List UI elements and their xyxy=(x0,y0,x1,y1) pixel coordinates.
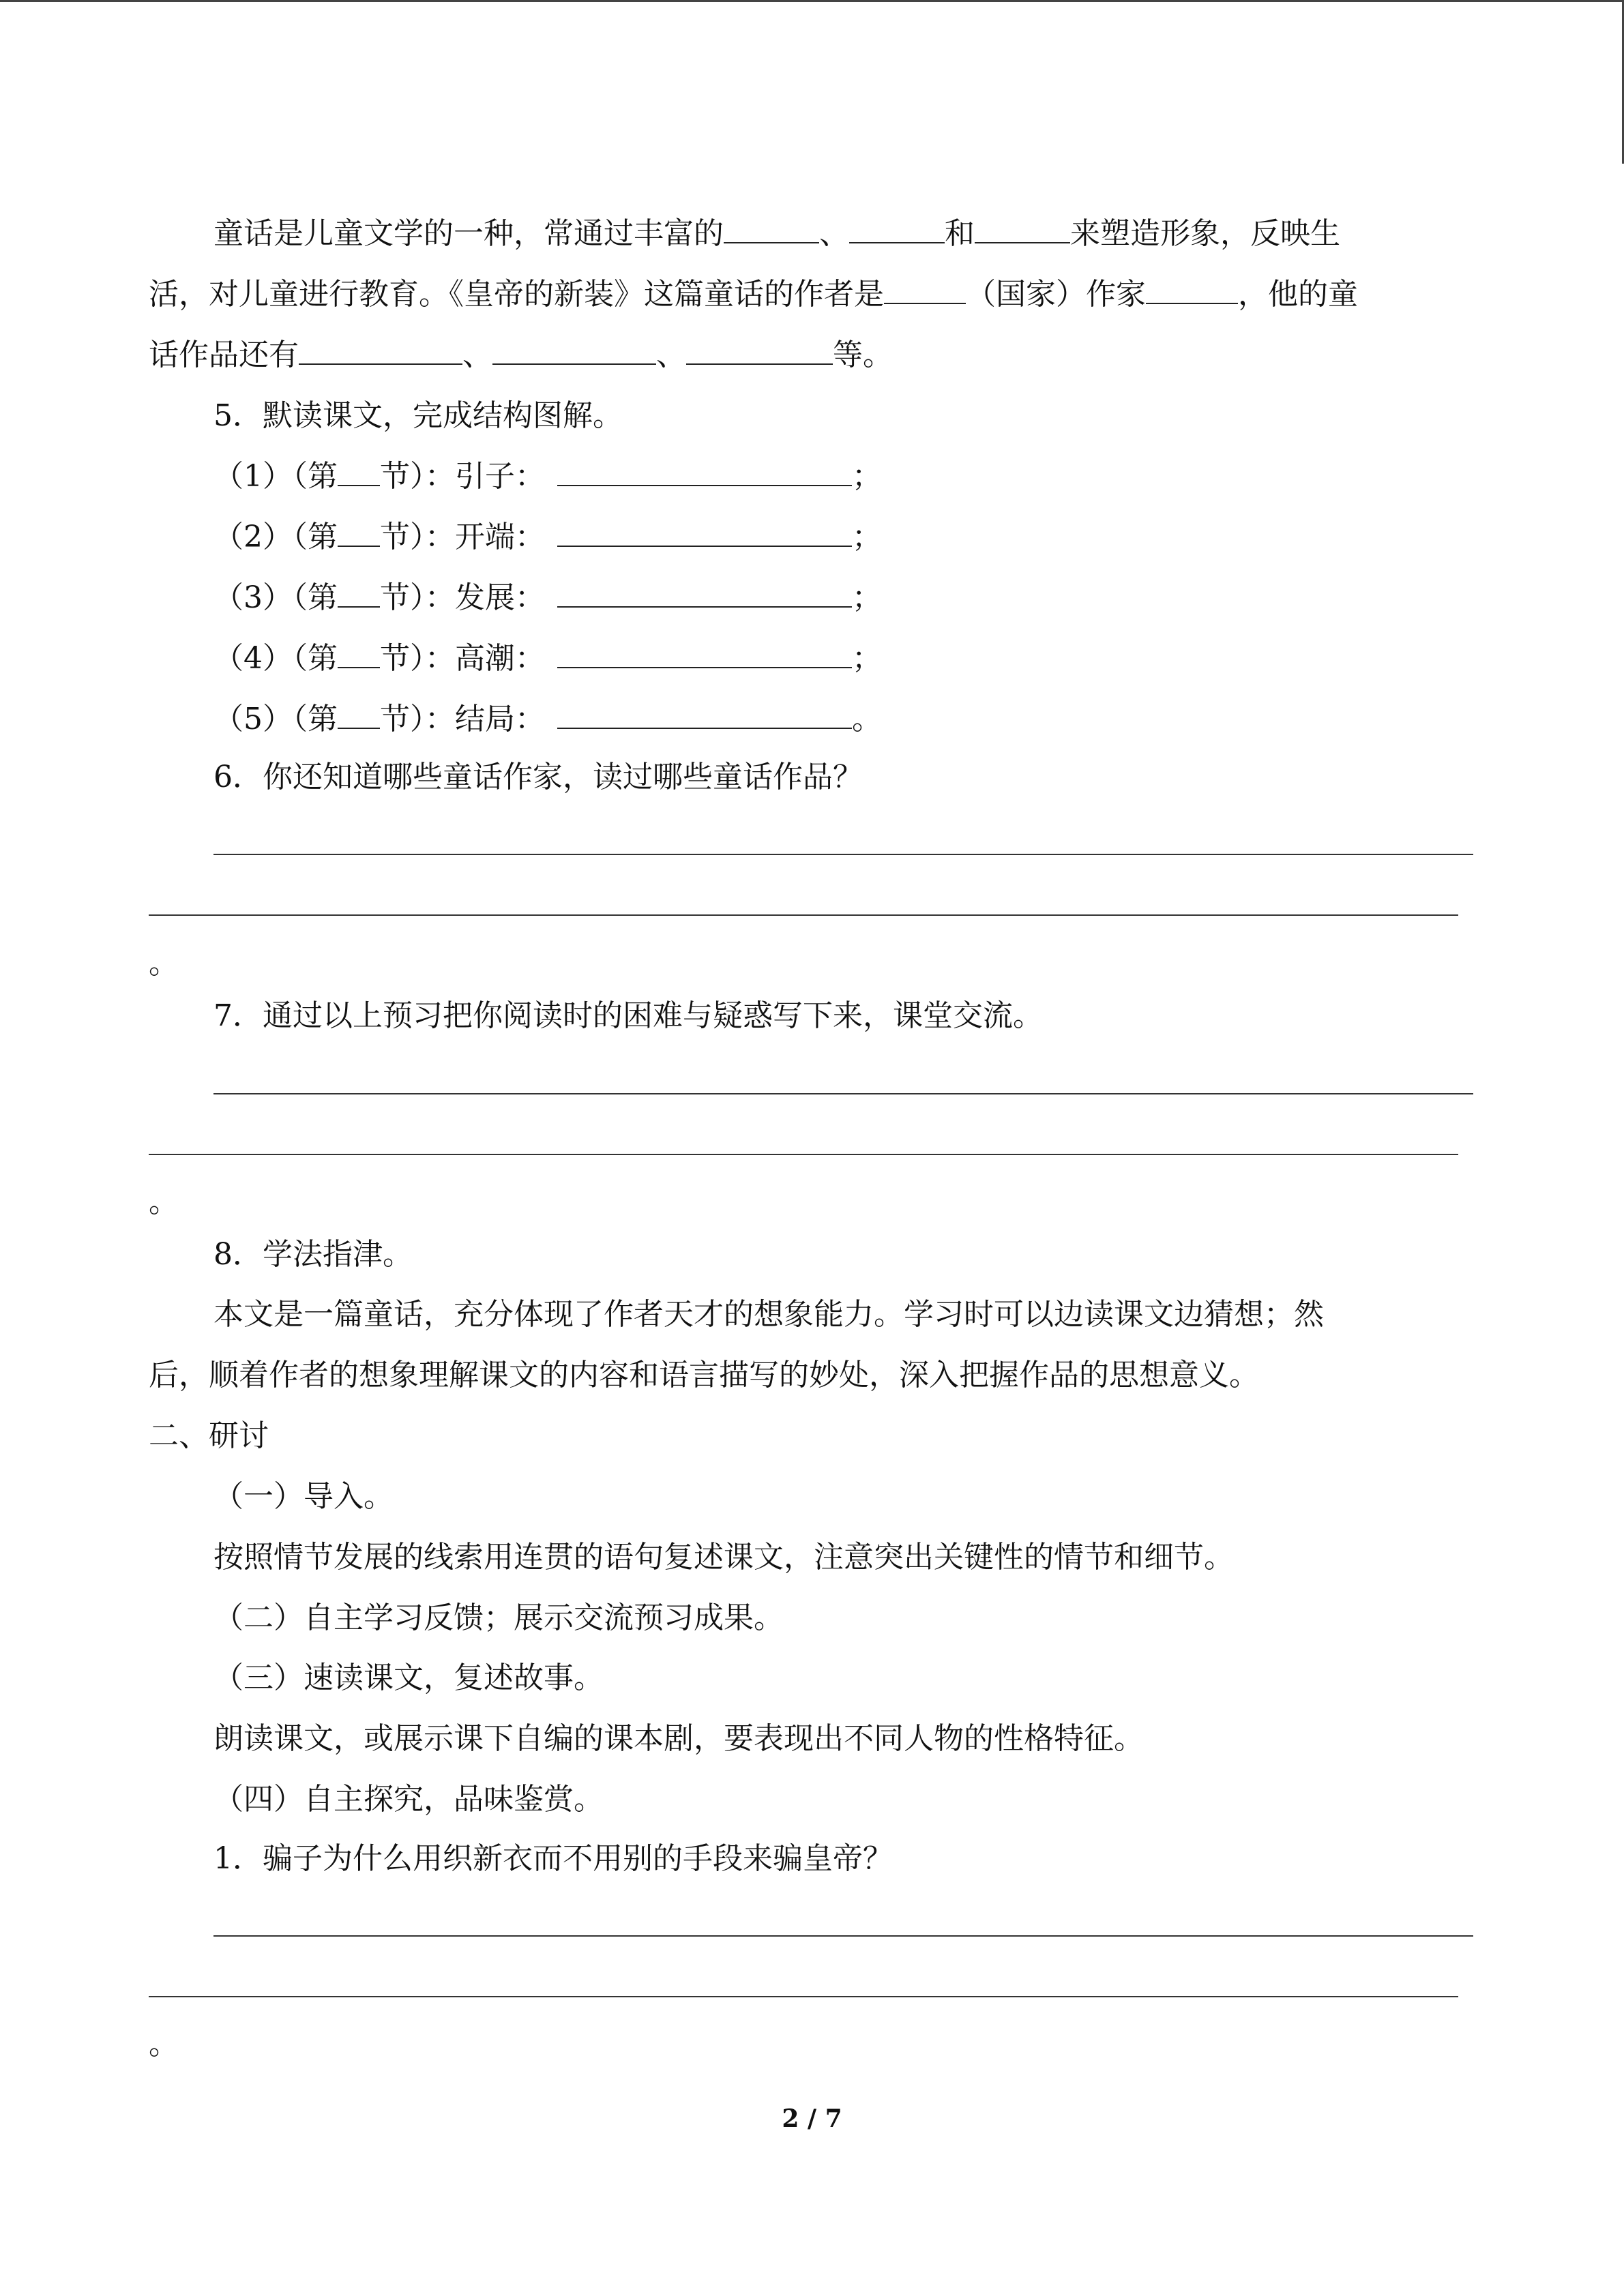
text: 节）：结局： xyxy=(380,702,545,736)
blank[interactable] xyxy=(724,215,819,243)
text: ，他的童 xyxy=(1238,277,1358,312)
s4-question-1: 1．骗子为什么用织新衣而不用别的手段来骗皇帝？ xyxy=(213,1841,893,1876)
blank[interactable] xyxy=(557,640,852,668)
text: 话作品还有 xyxy=(149,338,299,372)
para1-line2 xyxy=(149,275,1358,314)
text: ； xyxy=(852,580,882,615)
text: （国家）作家 xyxy=(966,277,1146,312)
text: 节）：发展： xyxy=(380,580,545,615)
blank[interactable] xyxy=(338,640,380,668)
answer-line[interactable] xyxy=(149,914,1458,916)
para1-line1 xyxy=(213,215,1340,253)
text: 和 xyxy=(945,216,975,251)
answer-line[interactable] xyxy=(213,1935,1473,1937)
q8-p2: 后，顺着作者的想象理解课文的内容和语言描写的妙处，深入把握作品的思想意义。 xyxy=(149,1358,1259,1392)
text: 来塑造形象，反映生 xyxy=(1070,216,1340,251)
blank[interactable] xyxy=(557,458,852,486)
page-number: 2 / 7 xyxy=(782,2104,842,2133)
answer-line[interactable] xyxy=(213,854,1473,855)
text: 节）：高潮： xyxy=(380,641,545,676)
section-heading: 二、研讨 xyxy=(149,1418,269,1453)
s1-title: （一）导入。 xyxy=(213,1479,394,1514)
text: 等。 xyxy=(833,338,893,372)
text: （1）（第 xyxy=(213,459,338,494)
blank[interactable] xyxy=(686,336,833,365)
text: （2）（第 xyxy=(213,520,338,554)
q5-row-3 xyxy=(213,579,882,617)
q6-end: 。 xyxy=(149,946,179,981)
text: （5）（第 xyxy=(213,702,338,736)
blank[interactable] xyxy=(1146,275,1238,304)
text: 节）：引子： xyxy=(380,459,545,494)
text: ； xyxy=(852,459,882,494)
blank[interactable] xyxy=(557,518,852,547)
text: 童话是儿童文学的一种，常通过丰富的 xyxy=(213,216,724,251)
q5-row-4 xyxy=(213,640,882,678)
text: ； xyxy=(852,520,882,554)
text: 、 xyxy=(656,338,686,372)
blank[interactable] xyxy=(884,275,966,304)
s2-title: （二）自主学习反馈；展示交流预习成果。 xyxy=(213,1600,784,1635)
q8-title: 8．学法指津。 xyxy=(213,1237,413,1272)
q5-row-2 xyxy=(213,518,882,556)
blank[interactable] xyxy=(849,215,945,243)
text: 、 xyxy=(819,216,849,251)
s1-text: 按照情节发展的线索用连贯的语句复述课文，注意突出关键性的情节和细节。 xyxy=(213,1540,1234,1575)
text: 。 xyxy=(852,702,882,736)
s4-end: 。 xyxy=(149,2027,179,2061)
answer-line[interactable] xyxy=(149,1996,1458,1997)
q7-end: 。 xyxy=(149,1184,179,1219)
blank[interactable] xyxy=(492,336,656,365)
answer-line[interactable] xyxy=(149,1154,1458,1155)
q5-row-1 xyxy=(213,458,882,496)
page-top-border xyxy=(0,0,1624,2)
blank[interactable] xyxy=(338,579,380,608)
q5-row-5 xyxy=(213,700,882,739)
answer-line[interactable] xyxy=(213,1093,1473,1094)
q7-title: 7．通过以上预习把你阅读时的困难与疑惑写下来，课堂交流。 xyxy=(213,998,1043,1033)
blank[interactable] xyxy=(557,579,852,608)
s3-title: （三）速读课文，复述故事。 xyxy=(213,1660,604,1695)
q6-title: 6．你还知道哪些童话作家，读过哪些童话作品？ xyxy=(213,760,863,794)
text: （3）（第 xyxy=(213,580,338,615)
blank[interactable] xyxy=(338,700,380,729)
blank[interactable] xyxy=(338,518,380,547)
blank[interactable] xyxy=(338,458,380,486)
text: 活，对儿童进行教育。《皇帝的新装》这篇童话的作者是 xyxy=(149,277,884,312)
s3-text: 朗读课文，或展示课下自编的课本剧，要表现出不同人物的性格特征。 xyxy=(213,1721,1144,1756)
para1-line3 xyxy=(149,336,893,374)
blank[interactable] xyxy=(975,215,1070,243)
q5-title: 5．默读课文，完成结构图解。 xyxy=(213,398,623,433)
text: ； xyxy=(852,641,882,676)
s4-title: （四）自主探究，品味鉴赏。 xyxy=(213,1782,604,1817)
blank[interactable] xyxy=(557,700,852,729)
text: 节）：开端： xyxy=(380,520,545,554)
text: 、 xyxy=(462,338,492,372)
q8-p1: 本文是一篇童话，充分体现了作者天才的想象能力。学习时可以边读课文边猜想；然 xyxy=(213,1297,1324,1332)
blank[interactable] xyxy=(299,336,462,365)
text: （4）（第 xyxy=(213,641,338,676)
